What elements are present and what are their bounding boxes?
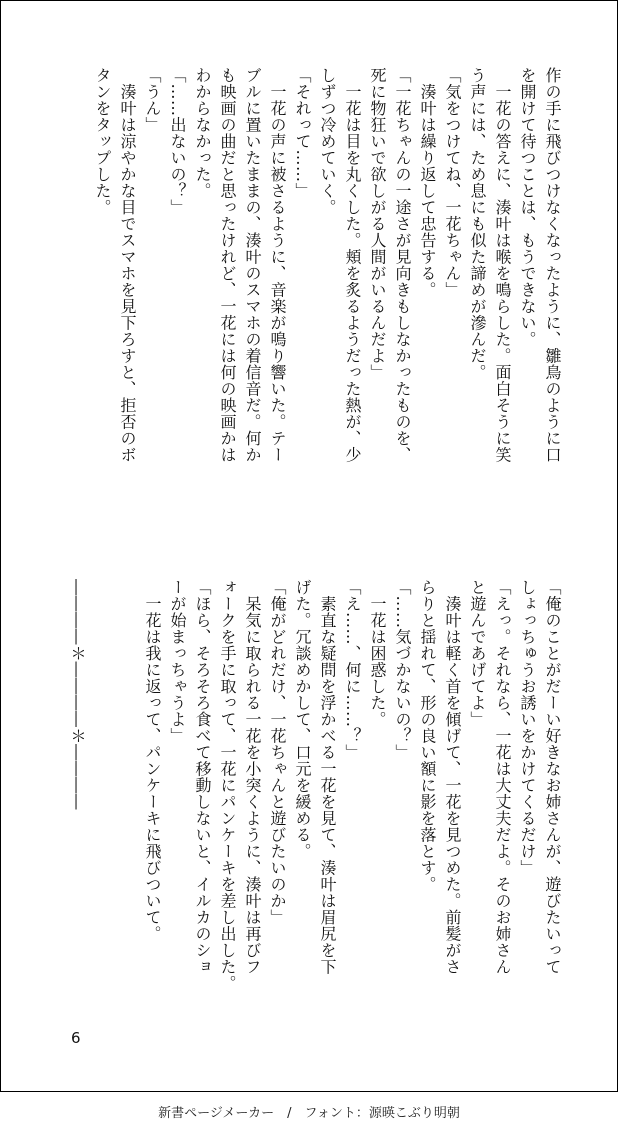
text-line: も映画の曲だと思ったけれど、一花には何の映画かは [218,67,237,463]
text-line: 「……出ないの？」 [168,67,187,216]
text-line: 素直な疑問を浮かべる一花を見て、湊叶は眉尻を下 [318,579,337,975]
text-line: う声には、ため息にも似た諦めが滲んだ。 [468,67,487,381]
text-line [90,579,115,969]
text-line [115,579,140,969]
text-line: 一花は困惑した。 [368,579,387,728]
text-line: タンをタップした。 [93,67,112,216]
text-line: と遊んであげてよ」 [468,579,487,728]
text-line: 「うん」 [143,67,162,133]
text-line: 「それって……」 [293,67,312,199]
text-line: 一花は我に返って、パンケーキに飛びついて。 [143,579,162,942]
text-line: 湊叶は軽く首を傾げて、一花を見つめた。前髪がさ [443,579,462,975]
text-line: ーが始まっちゃうよ」 [168,579,187,744]
text-line: を開けて待つことは、もうできない。 [518,67,537,348]
text-line: 作の手に飛びつけなくなったように、雛鳥のように口 [543,67,562,463]
text-line: 呆気に取られる一花を小突くように、湊叶は再びフ [243,579,262,975]
text-line: らりと揺れて、形の良い額に影を落とす。 [418,579,437,893]
text-line: 「え……、何に……？」 [343,579,362,761]
footer-credit: 新書ページメーカー / フォント：源暎こぶり明朝 [158,1106,460,1121]
text-line: 湊叶は繰り返して忠告する。 [418,67,437,298]
text-line: 「えっ。それなら、一花は大丈夫だよ。そのお姉さん [493,579,512,975]
text-line: 死に物狂いで欲しがる人間がいるんだよ」 [368,67,387,381]
page-number: 6 [71,1029,81,1047]
text-line: 湊叶は涼やかな目でスマホを見下ろすと、拒否のボ [118,67,137,463]
text-line: しょっちゅうお誘いをかけてくるだけ」 [518,579,537,876]
upper-text-block [90,67,565,537]
text-line: ――――＊――――＊―――― [68,579,87,810]
text-line: げた。冗談めかして、口元を緩める。 [293,579,312,860]
text-line: 一花の答えに、湊叶は喉を鳴らした。面白そうに笑 [493,67,512,463]
text-line: 「ほら、そろそろ食べて移動しないと、イルカのショ [193,579,212,975]
text-line: ォークを手に取って、一花にパンケーキを差し出した。 [218,579,237,992]
text-line: 「一花ちゃんの一途さが見向きもしなかったものを、 [393,67,412,463]
text-line: 「俺のことがだーい好きなお姉さんが、遊びたいって [543,579,562,975]
text-line: 「俺がどれだけ、一花ちゃんと遊びたいのか」 [268,579,287,926]
text-line: ブルに置いたままの、湊叶のスマホの着信音だ。何か [243,67,262,463]
text-line: 「……気づかないの？」 [393,579,412,761]
text-line: しずつ冷めていく。 [318,67,337,216]
text-line: 一花の声に被さるように、音楽が鳴り響いた。テー [268,67,287,463]
text-line: 「気をつけてね、一花ちゃん」 [443,67,462,298]
text-line: わからなかった。 [193,67,212,199]
lower-text-block [65,579,565,992]
text-line: 一花は目を丸くした。頬を炙るようだった熱が、少 [343,67,362,463]
